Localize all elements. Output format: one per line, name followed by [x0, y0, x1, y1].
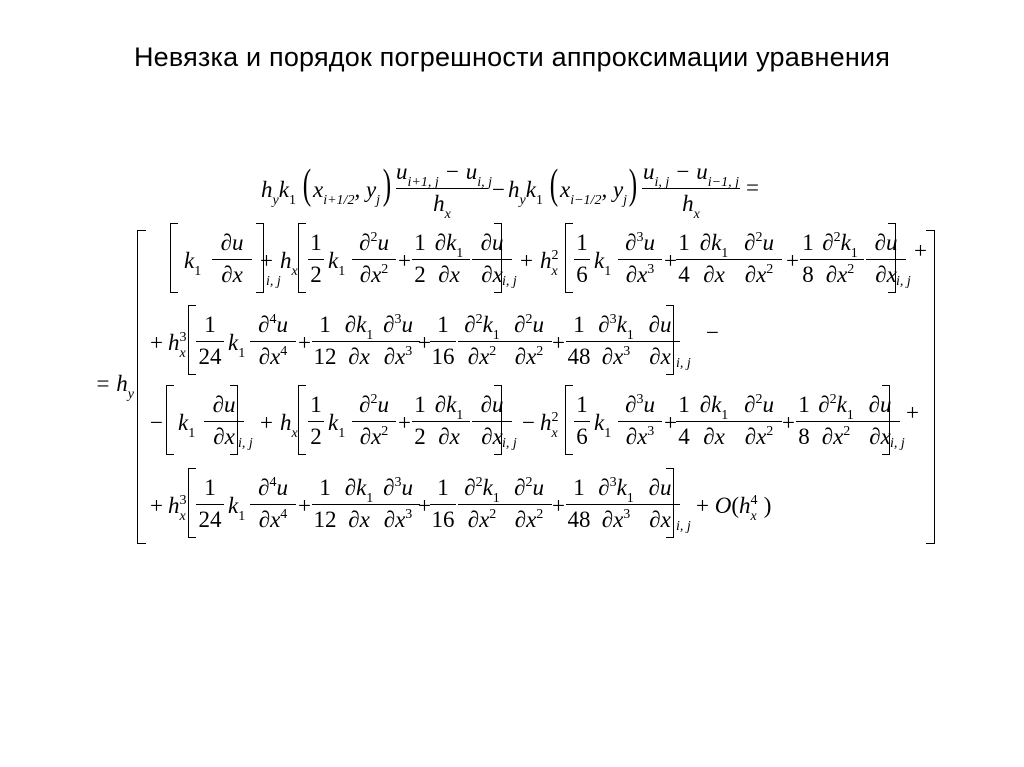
x-half-minus: $x_{i-1/2}$, $y_j$ — [560, 177, 628, 208]
coefficient: 1 6 — [574, 231, 590, 291]
derivative: ∂$^3$u $\partial x^3$ — [376, 313, 420, 373]
math-text: + — [260, 248, 273, 273]
index-ij: i, j — [676, 519, 691, 534]
math-text: + — [786, 248, 799, 273]
left-bracket — [298, 223, 306, 293]
fraction-backward-diff: $u_{i, j} - u_{i-1, j}$ $h_x$ — [642, 159, 740, 222]
derivative: $\partial^2k_1$ $\partial x^2$ — [458, 313, 506, 373]
coefficient: 1 6 — [574, 393, 590, 453]
derivative: ∂$^3$u $\partial x^3$ — [618, 231, 662, 291]
derivative: $\partial^2k_1$ $\partial x^2$ — [816, 231, 864, 291]
hx-symbol: $h^2_x$ — [540, 410, 559, 441]
derivative: $\partial k_1$ ∂x — [428, 231, 470, 291]
derivative: ∂u ∂x — [640, 313, 680, 373]
index-ij: i, j — [896, 274, 911, 289]
coefficient: 1 48 — [567, 475, 591, 532]
math-text: + — [418, 330, 431, 355]
right-bracket — [494, 223, 502, 293]
derivative: ∂$^2$u $\partial x^2$ — [506, 476, 552, 536]
derivative: ∂u ∂x — [472, 393, 512, 453]
left-bracket — [188, 305, 196, 375]
left-bracket — [170, 223, 178, 293]
derivative: ∂u ∂x — [204, 393, 244, 453]
derivative: $\partial k_1$ ∂x — [338, 313, 380, 373]
hy-symbol: $h_yk_1$ — [261, 177, 296, 208]
slide-title: Невязка и порядок погрешности аппроксимации уравнения — [133, 42, 891, 72]
derivative: $\partial k_1$ ∂x — [338, 476, 380, 536]
right-bracket — [882, 385, 890, 455]
coefficient: 1 4 — [676, 231, 692, 291]
math-text: − — [706, 320, 719, 345]
derivative: ∂$^3$u $\partial x^3$ — [376, 476, 420, 536]
right-bracket — [494, 385, 502, 455]
derivative: ∂u ∂x — [640, 476, 680, 536]
index-ij: i, j — [238, 436, 253, 451]
coefficient: 1 8 — [796, 393, 812, 453]
big-left-bracket — [137, 230, 146, 544]
index-ij: i, j — [502, 274, 517, 289]
coefficient: 1 12 — [313, 475, 337, 532]
coefficient: 1 12 — [313, 312, 337, 369]
derivative: ∂$^4$u $\partial x^4$ — [250, 313, 296, 373]
math-text: + — [782, 410, 795, 435]
coefficient: 1 2 — [308, 393, 324, 453]
math-text: + — [398, 410, 411, 435]
hx-symbol: $h_x$ — [280, 248, 298, 279]
derivative: $\partial k_1$ ∂x — [428, 393, 470, 453]
math-text: + — [552, 330, 565, 355]
coefficient: 1 2 — [412, 393, 428, 453]
derivative: ∂u ∂x — [212, 231, 252, 291]
math-text: + — [418, 493, 431, 518]
derivative: $\partial^3k_1$ $\partial x^3$ — [592, 476, 640, 536]
math-text: + — [552, 493, 565, 518]
math-text: + — [260, 410, 273, 435]
derivative: ∂$^2$u $\partial x^2$ — [736, 231, 782, 291]
math-text: + — [150, 330, 163, 355]
math-text: + — [664, 410, 677, 435]
math-text: $k_1$ — [594, 248, 612, 279]
math-text: + — [150, 493, 163, 518]
index-ij: i, j — [502, 436, 517, 451]
left-bracket — [565, 223, 573, 293]
derivative: ∂u ∂x — [866, 231, 906, 291]
big-o-term: + $O(h^4_x$ ) — [696, 493, 772, 524]
math-text: $k_1$ — [328, 248, 346, 279]
derivative: ∂$^3$u $\partial x^3$ — [618, 393, 662, 453]
derivative: ∂u ∂x — [472, 231, 512, 291]
derivative: ∂$^2$u $\partial x^2$ — [352, 393, 396, 453]
hy-symbol-2: $h_yk_1$ — [508, 177, 543, 208]
math-text: + — [298, 330, 311, 355]
coefficient: 1 2 — [308, 231, 324, 291]
right-bracket — [230, 385, 238, 455]
math-text: + — [914, 238, 927, 263]
right-bracket — [666, 468, 674, 538]
derivative: $\partial^3k_1$ $\partial x^3$ — [592, 313, 640, 373]
math-text: $k_1$ — [184, 248, 202, 279]
math-text: − — [522, 410, 535, 435]
math-text: + — [398, 248, 411, 273]
left-bracket — [188, 468, 196, 538]
hx-symbol: $h_x$ — [280, 410, 298, 441]
coefficient: 1 4 — [676, 393, 692, 453]
math-text: $k_1$ — [228, 493, 246, 524]
index-ij: i, j — [890, 436, 905, 451]
coefficient: 1 2 — [412, 231, 428, 291]
fraction-forward-diff: $u_{i+1, j} - u_{i, j}$ $h_x$ — [396, 159, 493, 222]
hx-symbol: $h^3_x$ — [168, 493, 187, 524]
coefficient: 1 48 — [567, 312, 591, 369]
x-half-plus: $x_{i+1/2}$, $y_j$ — [313, 177, 381, 208]
derivative: ∂u ∂x — [860, 393, 900, 453]
hx-symbol: $h^3_x$ — [168, 330, 187, 361]
index-ij: i, j — [266, 274, 281, 289]
math-text: + — [520, 248, 533, 273]
big-right-bracket — [926, 230, 935, 544]
derivative: $\partial^2k_1$ $\partial x^2$ — [458, 476, 506, 536]
math-text: $k_1$ — [178, 410, 196, 441]
math-text: $k_1$ — [594, 410, 612, 441]
hx-symbol: $h^2_x$ — [540, 248, 559, 279]
coefficient: 1 8 — [800, 231, 816, 291]
coefficient: 1 24 — [196, 313, 224, 373]
coefficient: 1 16 — [431, 312, 455, 369]
math-text: $k_1$ — [328, 410, 346, 441]
coefficient: 1 24 — [196, 476, 224, 536]
coefficient: 1 16 — [431, 475, 455, 532]
math-text: − — [150, 410, 163, 435]
left-bracket — [166, 385, 174, 455]
right-bracket — [888, 223, 896, 293]
derivative: ∂$^2$u $\partial x^2$ — [352, 231, 396, 291]
right-bracket — [666, 305, 674, 375]
derivative: $\partial k_1$ ∂x — [692, 393, 736, 453]
derivative: ∂$^2$u $\partial x^2$ — [506, 313, 552, 373]
derivative: $\partial^2k_1$ $\partial x^2$ — [812, 393, 860, 453]
math-text: $k_1$ — [228, 330, 246, 361]
left-bracket — [565, 385, 573, 455]
math-text: + — [298, 493, 311, 518]
math-text: + — [906, 400, 919, 425]
left-bracket — [298, 385, 306, 455]
derivative: ∂$^4$u $\partial x^4$ — [250, 476, 296, 536]
derivative: $\partial k_1$ ∂x — [692, 231, 736, 291]
rhs-prefix: = $h_y$ — [95, 371, 134, 402]
index-ij: i, j — [676, 356, 691, 371]
derivative: ∂$^2$u $\partial x^2$ — [736, 393, 782, 453]
math-text: + — [664, 248, 677, 273]
